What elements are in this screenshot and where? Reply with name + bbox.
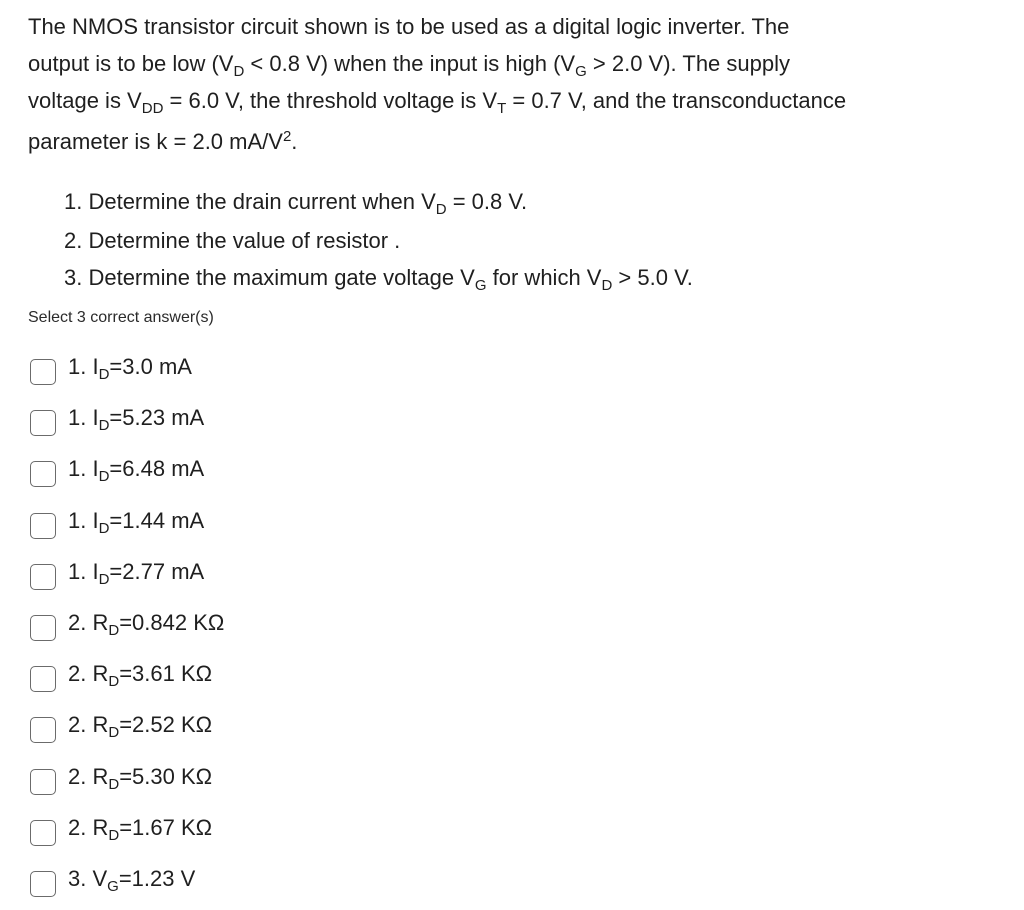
part-3-text-b: for which V — [486, 265, 602, 290]
question-line-2-part-c: > 2.0 V). The supply — [586, 51, 790, 76]
answer-option-value: =1.67 KΩ — [119, 814, 213, 840]
answer-instruction: Select 3 correct answer(s) — [28, 309, 214, 326]
answer-option-value: =3.61 KΩ — [119, 661, 213, 687]
question-line-2-part-b: < 0.8 V) when the input is high (V — [244, 51, 576, 76]
answer-option-value: =0.842 KΩ — [119, 609, 225, 635]
answer-option-5[interactable] — [30, 552, 224, 603]
answer-option-6[interactable] — [30, 603, 224, 654]
part-3-sub-g: G — [474, 277, 487, 294]
question-line-3-part-c: = 0.7 V, and the transconductance — [506, 88, 847, 113]
answer-checkbox[interactable] — [30, 461, 56, 487]
answer-option-prefix: 1. I — [68, 354, 99, 379]
answer-option-subscript: D — [108, 724, 120, 742]
answer-option-label — [68, 759, 212, 795]
answer-option-prefix: 1. I — [68, 405, 99, 431]
answer-option-label — [68, 810, 212, 846]
answer-checkbox[interactable] — [30, 564, 56, 590]
answer-checkbox[interactable] — [30, 717, 56, 743]
answer-option-label — [68, 707, 212, 743]
part-3-text-a: 3. Determine the maximum gate voltage V — [64, 265, 475, 290]
question-line-3-part-b: = 6.0 V, the threshold voltage is V — [163, 88, 498, 113]
part-1 — [64, 183, 693, 220]
answer-checkbox[interactable] — [30, 359, 56, 385]
answer-checkbox[interactable] — [30, 820, 56, 846]
part-1-text-a: 1. Determine the drain current when V — [64, 189, 436, 214]
answer-option-prefix: 2. R — [68, 814, 109, 840]
answer-option-value: =1.23 V — [118, 865, 196, 891]
answer-option-prefix: 1. I — [68, 456, 99, 482]
question-line-4-part-b: . — [291, 129, 298, 154]
question-line-4 — [28, 123, 988, 160]
part-2-text: 2. Determine the value of resistor . — [64, 228, 401, 253]
answer-option-7[interactable] — [30, 654, 224, 705]
answer-options-list — [30, 347, 224, 910]
question-line-2-part-a: output is to be low (V — [28, 51, 234, 76]
answer-option-label — [68, 451, 204, 487]
answer-option-prefix: 2. R — [68, 712, 109, 738]
question-line-3-part-a: voltage is V — [28, 88, 142, 113]
answer-checkbox[interactable] — [30, 410, 56, 436]
answer-option-11[interactable] — [30, 859, 224, 910]
part-3-text-c: > 5.0 V. — [612, 265, 693, 290]
answer-option-1[interactable] — [30, 347, 224, 398]
part-1-text-b: = 0.8 V. — [446, 189, 528, 214]
answer-option-label — [68, 349, 192, 385]
answer-option-value: =2.77 mA — [109, 558, 205, 584]
answer-option-label — [68, 605, 224, 641]
answer-option-value: =2.52 KΩ — [119, 712, 213, 738]
answer-option-value: =5.23 mA — [109, 405, 205, 431]
answer-option-subscript: D — [108, 621, 120, 639]
question-line-1: The NMOS transistor circuit shown is to be used as a digital logic inverter. The — [28, 14, 790, 39]
part-3 — [64, 259, 693, 296]
answer-option-subscript: D — [108, 826, 120, 844]
answer-checkbox[interactable] — [30, 666, 56, 692]
part-2 — [64, 222, 693, 259]
question-line-2 — [28, 45, 988, 82]
question-line-4-part-a: parameter is k = 2.0 mA/V — [28, 129, 283, 154]
answer-option-3[interactable] — [30, 449, 224, 500]
answer-option-prefix: 2. R — [68, 609, 109, 635]
answer-option-subscript: D — [108, 673, 120, 691]
question-line-3-sub-dd: DD — [141, 100, 164, 117]
answer-option-9[interactable] — [30, 757, 224, 808]
answer-option-label — [68, 554, 204, 590]
answer-checkbox[interactable] — [30, 615, 56, 641]
part-1-sub: D — [435, 201, 447, 218]
question-line-2-sub-g: G — [575, 63, 587, 80]
answer-option-prefix: 1. I — [68, 558, 99, 584]
answer-option-10[interactable] — [30, 808, 224, 859]
question-line-4-sup: 2 — [282, 128, 292, 145]
answer-option-value: =5.30 KΩ — [119, 763, 213, 789]
question-parts-list — [64, 183, 693, 296]
answer-option-subscript: D — [98, 366, 110, 383]
answer-checkbox[interactable] — [30, 769, 56, 795]
answer-option-label — [68, 861, 195, 897]
answer-option-label — [68, 656, 212, 692]
question-line-3-sub-t: T — [497, 100, 507, 117]
answer-option-subscript: D — [98, 468, 110, 486]
answer-option-value: =6.48 mA — [109, 456, 205, 482]
answer-option-label — [68, 400, 204, 436]
answer-option-prefix: 3. V — [68, 865, 108, 891]
answer-option-subscript: G — [107, 877, 119, 895]
answer-option-subscript: D — [98, 570, 110, 588]
answer-option-8[interactable] — [30, 705, 224, 756]
answer-option-value: =3.0 mA — [109, 354, 192, 379]
answer-checkbox[interactable] — [30, 871, 56, 897]
answer-option-prefix: 2. R — [68, 763, 109, 789]
answer-checkbox[interactable] — [30, 513, 56, 539]
answer-option-subscript: D — [98, 519, 110, 537]
part-3-sub-d: D — [601, 277, 613, 294]
answer-option-subscript: D — [108, 775, 120, 793]
question-line-2-sub-d: D — [233, 63, 245, 80]
answer-option-2[interactable] — [30, 398, 224, 449]
answer-option-label — [68, 503, 204, 539]
answer-option-prefix: 2. R — [68, 661, 109, 687]
answer-option-subscript: D — [98, 417, 110, 435]
answer-option-value: =1.44 mA — [109, 507, 205, 533]
question-text — [28, 8, 988, 160]
answer-option-4[interactable] — [30, 501, 224, 552]
question-line-3 — [28, 82, 988, 119]
answer-option-prefix: 1. I — [68, 507, 99, 533]
